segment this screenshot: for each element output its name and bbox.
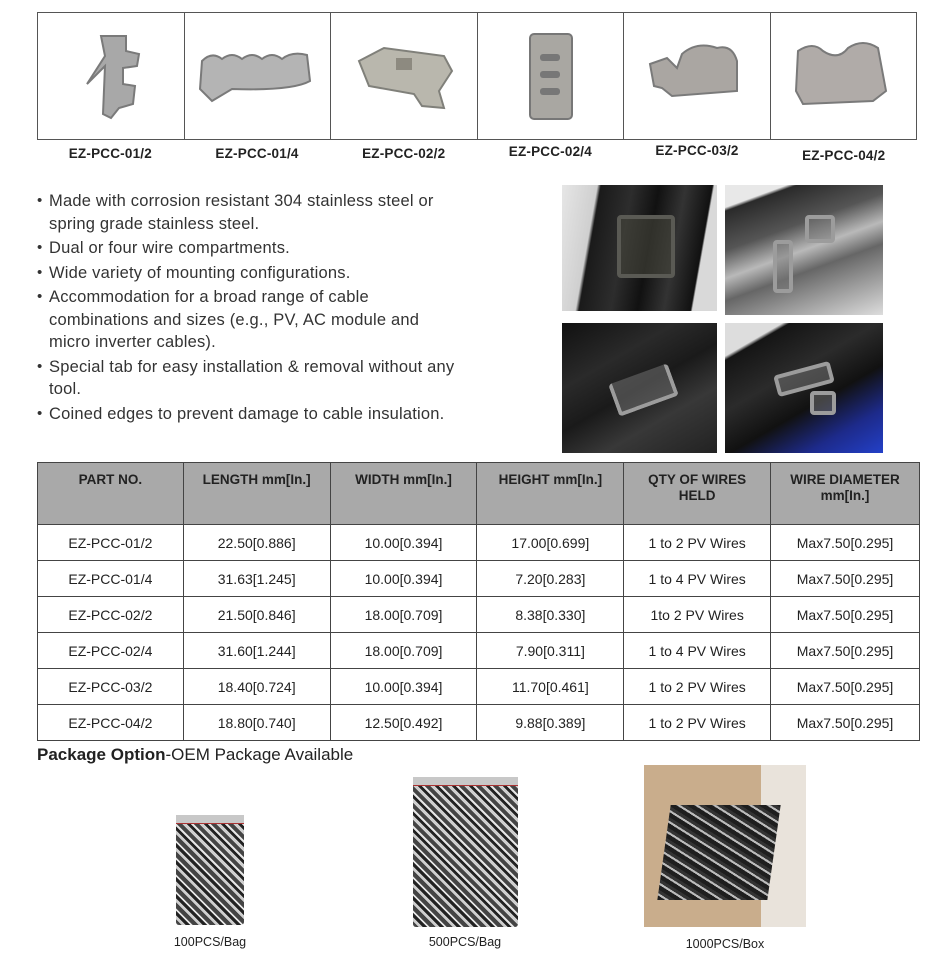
cell-wire-diameter: Max7.50[0.295] [771,561,920,597]
clip-04-2-icon [788,36,898,116]
cell-wire-diameter: Max7.50[0.295] [771,525,920,561]
product-image-strip [37,12,917,140]
cell-wire-diameter: Max7.50[0.295] [771,669,920,705]
package-label: 500PCS/Bag [428,935,502,949]
feature-item: • Special tab for easy installation & removal without any tool. [37,356,457,401]
cell-part-no: EZ-PCC-02/2 [38,597,184,633]
product-label: EZ-PCC-03/2 [655,143,739,158]
product-label: EZ-PCC-01/4 [215,146,299,161]
application-photo-4 [725,323,883,453]
clip-01-4-icon [192,41,322,111]
product-label: EZ-PCC-02/2 [362,146,446,161]
cell-length: 18.80[0.740] [183,705,330,741]
column-header: PART NO. [38,463,184,525]
cell-qty-wires: 1 to 4 PV Wires [624,561,771,597]
feature-list [37,190,457,427]
column-header: WIDTH mm[In.] [330,463,477,525]
package-title-rest: -OEM Package Available [165,745,354,764]
cell-height: 7.20[0.283] [477,561,624,597]
bag-image [413,777,518,927]
cell-part-no: EZ-PCC-03/2 [38,669,184,705]
column-header: QTY OF WIRES HELD [624,463,771,525]
cell-qty-wires: 1to 2 PV Wires [624,597,771,633]
cell-length: 21.50[0.846] [183,597,330,633]
cell-qty-wires: 1 to 4 PV Wires [624,633,771,669]
clip-02-4-icon [520,26,580,126]
product-image-cell [38,13,185,139]
package-label: 100PCS/Bag [173,935,247,949]
cell-length: 31.63[1.245] [183,561,330,597]
cell-width: 18.00[0.709] [330,633,477,669]
package-title-bold: Package Option [37,745,166,764]
application-photo-3 [562,323,717,453]
cell-part-no: EZ-PCC-04/2 [38,705,184,741]
product-image-cell [624,13,771,139]
cell-height: 7.90[0.311] [477,633,624,669]
product-labels [37,143,917,163]
cell-width: 18.00[0.709] [330,597,477,633]
cell-wire-diameter: Max7.50[0.295] [771,633,920,669]
table-row [38,633,920,669]
application-photo-grid [562,185,887,453]
cell-width: 10.00[0.394] [330,525,477,561]
feature-item: • Wide variety of mounting configurations. [37,262,457,285]
application-photo-2 [725,185,883,315]
cell-width: 10.00[0.394] [330,561,477,597]
cell-length: 18.40[0.724] [183,669,330,705]
cell-height: 11.70[0.461] [477,669,624,705]
table-header-row [38,463,920,525]
cell-qty-wires: 1 to 2 PV Wires [624,705,771,741]
cell-width: 10.00[0.394] [330,669,477,705]
product-label: EZ-PCC-01/2 [68,146,152,161]
package-option-500-bag [410,777,520,949]
spec-table [37,462,920,741]
bag-image [176,815,244,925]
table-row [38,597,920,633]
cell-part-no: EZ-PCC-01/4 [38,561,184,597]
clip-03-2-icon [642,36,752,116]
cell-qty-wires: 1 to 2 PV Wires [624,525,771,561]
package-label: 1000PCS/Box [685,937,765,951]
column-header: HEIGHT mm[In.] [477,463,624,525]
cell-width: 12.50[0.492] [330,705,477,741]
cell-height: 9.88[0.389] [477,705,624,741]
table-row [38,669,920,705]
product-image-cell [185,13,332,139]
cell-part-no: EZ-PCC-02/4 [38,633,184,669]
cell-height: 8.38[0.330] [477,597,624,633]
table-row [38,561,920,597]
cell-length: 31.60[1.244] [183,633,330,669]
clip-01-2-icon [71,26,151,126]
package-option-1000-box [640,765,810,951]
box-image [644,765,806,927]
cell-part-no: EZ-PCC-01/2 [38,525,184,561]
cell-length: 22.50[0.886] [183,525,330,561]
cell-wire-diameter: Max7.50[0.295] [771,597,920,633]
application-photo-1 [562,185,717,311]
product-image-cell [771,13,917,139]
product-label: EZ-PCC-04/2 [802,148,886,163]
feature-item: • Made with corrosion resistant 304 stainless steel or spring grade stainless steel. [37,190,457,235]
product-image-cell [331,13,478,139]
cell-wire-diameter: Max7.50[0.295] [771,705,920,741]
clip-02-2-icon [344,36,464,116]
feature-item: • Dual or four wire compartments. [37,237,457,260]
column-header: LENGTH mm[In.] [183,463,330,525]
cell-qty-wires: 1 to 2 PV Wires [624,669,771,705]
product-label: EZ-PCC-02/4 [508,144,592,159]
cell-height: 17.00[0.699] [477,525,624,561]
feature-item: • Coined edges to prevent damage to cable insulation. [37,403,457,426]
table-row [38,705,920,741]
package-option-100-bag [160,815,260,949]
feature-item: • Accommodation for a broad range of cable combinations and sizes (e.g., PV, AC module and micro inverter cables). [37,286,457,354]
product-image-cell [478,13,625,139]
column-header: WIRE DIAMETER mm[In.] [771,463,920,525]
table-row [38,525,920,561]
package-title [37,745,353,765]
